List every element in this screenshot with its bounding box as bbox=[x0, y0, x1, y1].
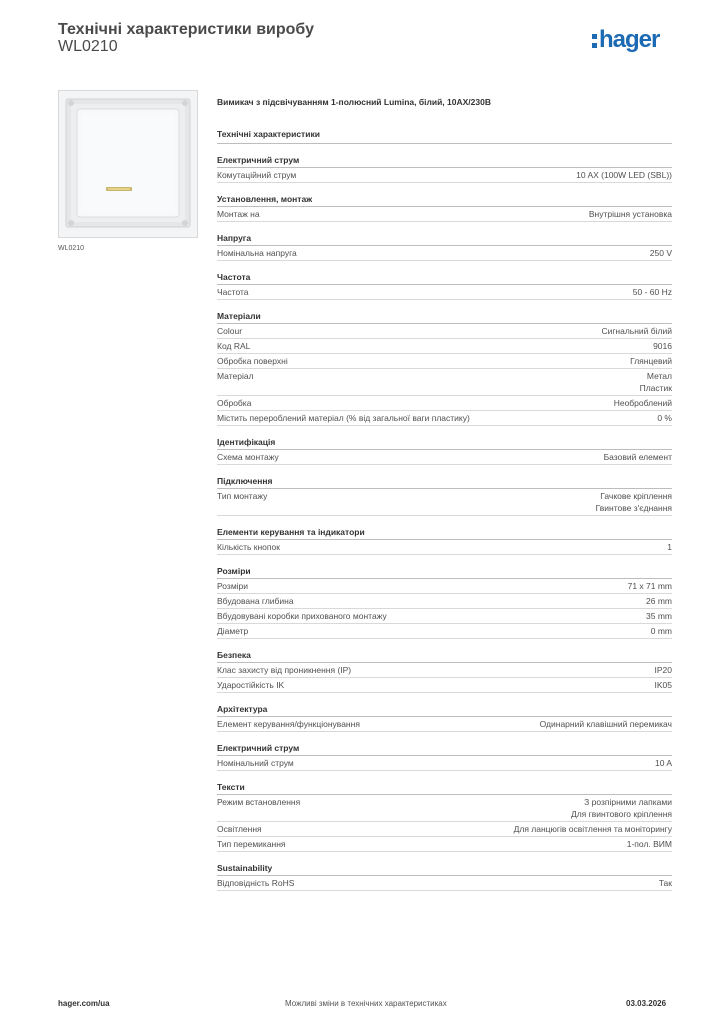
spec-value-line: 9016 bbox=[653, 341, 672, 351]
spec-label: Режим встановлення bbox=[217, 797, 301, 807]
spec-row bbox=[217, 450, 672, 465]
spec-value-line: 35 mm bbox=[646, 611, 672, 621]
spec-value-line: Базовий елемент bbox=[603, 452, 672, 462]
group-title: Матеріали bbox=[217, 311, 672, 324]
spec-value-line: Гвинтове з'єднання bbox=[595, 503, 672, 513]
spec-value bbox=[477, 286, 672, 298]
spec-value bbox=[477, 340, 672, 352]
spec-value bbox=[477, 580, 672, 592]
spec-label: Номінальний струм bbox=[217, 758, 294, 768]
spec-group bbox=[217, 782, 672, 852]
spec-group bbox=[217, 743, 672, 771]
spec-value-line: 1-пол. ВИМ bbox=[626, 839, 672, 849]
spec-value bbox=[477, 541, 672, 553]
spec-group bbox=[217, 272, 672, 300]
spec-label: Вбудовувані коробки прихованого монтажу bbox=[217, 611, 387, 621]
group-title: Тексти bbox=[217, 782, 672, 795]
page-title: Технічні характеристики виробу bbox=[58, 21, 314, 38]
spec-label: Обробка поверхні bbox=[217, 356, 288, 366]
product-name: Вимикач з підсвічуванням 1-полюсний Lumina, білий, 10AX/230В bbox=[217, 97, 491, 107]
spec-label: Діаметр bbox=[217, 626, 249, 636]
spec-row bbox=[217, 369, 672, 396]
spec-label: Обробка bbox=[217, 398, 252, 408]
group-title: Напруга bbox=[217, 233, 672, 246]
spec-group bbox=[217, 476, 672, 516]
spec-row bbox=[217, 324, 672, 339]
spec-label: Клас захисту від проникнення (IP) bbox=[217, 665, 352, 675]
spec-row bbox=[217, 396, 672, 411]
spec-row bbox=[217, 594, 672, 609]
group-title: Sustainability bbox=[217, 863, 672, 876]
spec-value-line: 10 AX (100W LED (SBL)) bbox=[576, 170, 672, 180]
spec-value bbox=[477, 877, 672, 889]
spec-label: Кількість кнопок bbox=[217, 542, 280, 552]
spec-row bbox=[217, 411, 672, 426]
spec-value bbox=[477, 679, 672, 691]
spec-group bbox=[217, 566, 672, 639]
spec-row bbox=[217, 579, 672, 594]
group-title: Установлення, монтаж bbox=[217, 194, 672, 207]
group-title: Архітектура bbox=[217, 704, 672, 717]
spec-value-line: Гачкове кріплення bbox=[600, 491, 672, 501]
spec-value bbox=[477, 838, 672, 850]
spec-label: Тип монтажу bbox=[217, 491, 268, 501]
spec-row bbox=[217, 354, 672, 369]
product-image bbox=[58, 90, 198, 238]
spec-table bbox=[217, 97, 672, 891]
spec-value bbox=[477, 490, 672, 514]
spec-row bbox=[217, 795, 672, 822]
spec-value bbox=[477, 451, 672, 463]
spec-label: Елемент керування/функціонування bbox=[217, 719, 360, 729]
spec-value bbox=[477, 355, 672, 367]
spec-row bbox=[217, 339, 672, 354]
spec-label: Містить перероблений матеріал (% від загальної ваги пластику) bbox=[217, 413, 470, 423]
spec-value bbox=[477, 169, 672, 181]
group-title: Електричний струм bbox=[217, 155, 672, 168]
spec-value-line: Для ланцюгів освітлення та моніторингу bbox=[513, 824, 672, 834]
spec-value bbox=[477, 757, 672, 769]
spec-row bbox=[217, 678, 672, 693]
spec-row bbox=[217, 168, 672, 183]
spec-row bbox=[217, 822, 672, 837]
spec-value bbox=[477, 397, 672, 409]
spec-value-line: Так bbox=[658, 878, 672, 888]
spec-label: Код RAL bbox=[217, 341, 251, 351]
spec-value bbox=[477, 718, 672, 730]
group-title: Розміри bbox=[217, 566, 672, 579]
spec-value bbox=[477, 247, 672, 259]
spec-label: Відповідність RoHS bbox=[217, 878, 295, 888]
spec-group bbox=[217, 704, 672, 732]
spec-value-line: 250 V bbox=[649, 248, 672, 258]
spec-value-line: Для гвинтового кріплення bbox=[570, 809, 672, 819]
spec-row bbox=[217, 285, 672, 300]
hager-logo bbox=[592, 26, 659, 54]
spec-label: Розміри bbox=[217, 581, 249, 591]
spec-row bbox=[217, 246, 672, 261]
spec-label: Схема монтажу bbox=[217, 452, 279, 462]
footer-date: 03.03.2026 bbox=[626, 999, 667, 1008]
footer-notice: Можливі зміни в технічних характеристиках bbox=[285, 999, 447, 1008]
spec-value-line: Пластик bbox=[639, 383, 672, 393]
product-code: WL0210 bbox=[58, 38, 118, 55]
spec-value-line: 1 bbox=[667, 542, 672, 552]
spec-value-line: 26 mm bbox=[646, 596, 672, 606]
spec-value bbox=[477, 595, 672, 607]
spec-group bbox=[217, 650, 672, 693]
spec-row bbox=[217, 876, 672, 891]
spec-row bbox=[217, 663, 672, 678]
group-title: Безпека bbox=[217, 650, 672, 663]
spec-group bbox=[217, 155, 672, 183]
spec-group bbox=[217, 863, 672, 891]
spec-row bbox=[217, 540, 672, 555]
spec-value-line: Необроблений bbox=[613, 398, 672, 408]
spec-row bbox=[217, 207, 672, 222]
spec-row bbox=[217, 837, 672, 852]
spec-group bbox=[217, 437, 672, 465]
spec-row bbox=[217, 717, 672, 732]
image-caption: WL0210 bbox=[58, 245, 85, 252]
spec-label: Матеріал bbox=[217, 371, 254, 381]
section-title: Технічні характеристики bbox=[217, 129, 672, 144]
spec-label: Номінальна напруга bbox=[217, 248, 297, 258]
spec-value bbox=[477, 412, 672, 424]
spec-groups bbox=[217, 155, 672, 891]
spec-value-line: 0 mm bbox=[650, 626, 672, 636]
spec-value bbox=[477, 664, 672, 676]
spec-label: Colour bbox=[217, 326, 243, 336]
spec-value-line: IP20 bbox=[654, 665, 672, 675]
group-title: Частота bbox=[217, 272, 672, 285]
spec-value-line: 71 x 71 mm bbox=[627, 581, 672, 591]
spec-group bbox=[217, 194, 672, 222]
spec-label: Вбудована глибина bbox=[217, 596, 294, 606]
spec-row bbox=[217, 609, 672, 624]
spec-group bbox=[217, 311, 672, 426]
spec-value-line: 50 - 60 Hz bbox=[632, 287, 672, 297]
spec-value-line: Одинарний клавішний перемикач bbox=[539, 719, 672, 729]
spec-row bbox=[217, 624, 672, 639]
spec-label: Освітлення bbox=[217, 824, 262, 834]
spec-label: Комутаційний струм bbox=[217, 170, 297, 180]
spec-value-line: Метал bbox=[646, 371, 672, 381]
spec-value-line: 10 A bbox=[654, 758, 672, 768]
spec-label: Монтаж на bbox=[217, 209, 260, 219]
spec-value-line: Внутрішня установка bbox=[588, 209, 672, 219]
spec-value bbox=[477, 208, 672, 220]
spec-value bbox=[477, 370, 672, 394]
spec-label: Частота bbox=[217, 287, 249, 297]
spec-value bbox=[477, 610, 672, 622]
spec-value-line: Глянцевий bbox=[630, 356, 672, 366]
spec-label: Тип перемикання bbox=[217, 839, 286, 849]
spec-row bbox=[217, 489, 672, 516]
footer-website[interactable]: hager.com/ua bbox=[58, 999, 110, 1008]
spec-value bbox=[477, 625, 672, 637]
group-title: Елементи керування та індикатори bbox=[217, 527, 672, 540]
spec-value bbox=[477, 823, 672, 835]
spec-value-line: 0 % bbox=[657, 413, 672, 423]
spec-value-line: Сигнальний білий bbox=[601, 326, 672, 336]
switch-product-photo bbox=[59, 91, 197, 237]
spec-value bbox=[477, 796, 672, 820]
spec-value-line: IK05 bbox=[654, 680, 672, 690]
spec-value-line: З розпірними лапками bbox=[584, 797, 672, 807]
spec-group bbox=[217, 527, 672, 555]
logo-dots-icon bbox=[592, 34, 597, 48]
group-title: Ідентифікація bbox=[217, 437, 672, 450]
spec-row bbox=[217, 756, 672, 771]
spec-label: Ударостійкість IK bbox=[217, 680, 285, 690]
spec-group bbox=[217, 233, 672, 261]
group-title: Підключення bbox=[217, 476, 672, 489]
group-title: Електричний струм bbox=[217, 743, 672, 756]
spec-value bbox=[477, 325, 672, 337]
logo-text: hager bbox=[599, 26, 660, 53]
